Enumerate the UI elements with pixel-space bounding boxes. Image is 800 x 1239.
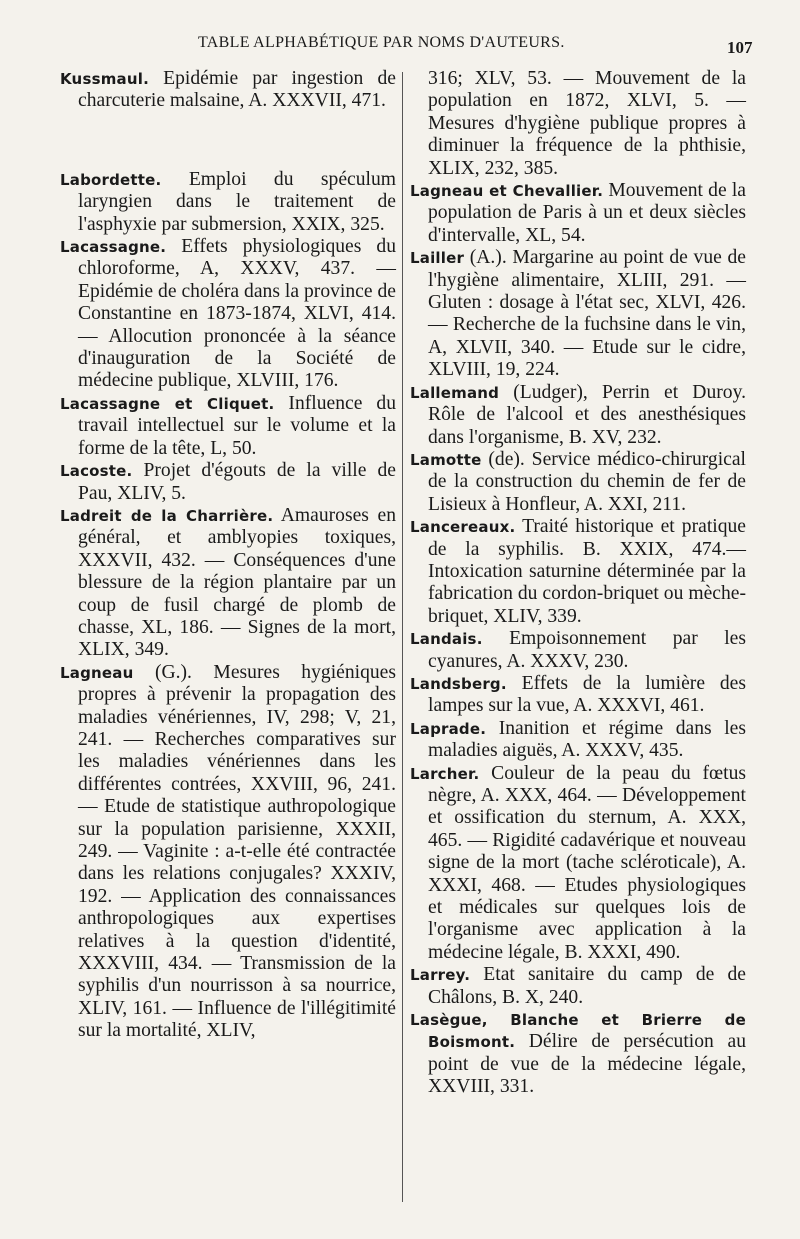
- entry-text: (Ludger), Perrin et Duroy. Rôle de l'alcool et des anesthésiques dans l'organisme, B. XV, 232.: [428, 381, 746, 448]
- entry-text: Effets de la lumière des lampes sur la vue, A. XXXVI, 461.: [428, 672, 746, 717]
- author-name: Lacassagne.: [60, 238, 167, 257]
- entry-text: Epidémie par ingestion de charcuterie malsaine, A. XXXVII, 471.: [78, 68, 396, 112]
- entry-text: Etat sanitaire du camp de de Châlons, B. X, 240.: [428, 964, 746, 1008]
- index-entry: [60, 169, 396, 236]
- index-entry: [410, 718, 746, 763]
- index-entry: [410, 673, 746, 718]
- index-entry: [410, 628, 746, 673]
- index-entry: [410, 449, 746, 516]
- entry-text: (A.). Margarine au point de vue de l'hygiène alimentaire, XLIII, 291. — Gluten : dosage à l'état sec, XLVI, 426. — Recherche de la fuchsine dans le vin, A, XLVII, 340. — Etude sur le cidre, XLVIII, 19, 224.: [428, 247, 746, 381]
- index-entry: [410, 382, 746, 449]
- entry-text: Couleur de la peau du fœtus nègre, A. XXX, 464. — Développement et ossification du sternum, A. XXX, 465. — Rigidité cadavérique et nouveau signe de la mort (tache scléroticale), A. XXXI, 468. — Etudes physiologiques et médicales sur quelques lois de l'organisme avec application à la médecine légale, B. XXXI, 490.: [428, 762, 746, 963]
- author-name: Lamotte: [410, 450, 482, 469]
- entry-text: Amauroses en général, et amblyopies toxiques, XXXVII, 432. — Conséquences d'une blessure de la région plantaire par un coup de fusil chargé de plomb de chasse, XL, 186. — Signes de la mort, XLIX, 349.: [78, 504, 396, 661]
- author-name: Lacassagne et Cliquet.: [60, 394, 275, 413]
- entry-text: (G.). Mesures hygiéniques propres à prévenir la propagation des maladies vénériennes, IV, 298; V, 21, 241. — Recherches comparatives sur les maladies vénériennes dans les différentes contrées, XXVIII, 96, 241. — Etude de statistique authropologique sur la population parisienne, XXXII, 249. — Vaginite : a-t-elle été contractée dans les relations conjugales? XXXIV, 192. — Application des connaissances anthropologiques aux expertises relatives à la question d'identité, XXXVIII, 434. — Transmission de la syphilis d'un nourrisson à sa nourrice, XLIV, 161. — Influence de l'illégitimité sur la mortalité, XLIV,: [78, 661, 396, 1042]
- running-head: [0, 30, 800, 60]
- index-entry: [60, 393, 396, 460]
- index-entry: [60, 505, 396, 662]
- page-title: TABLE ALPHABÉTIQUE PAR NOMS D'AUTEURS.: [198, 34, 565, 51]
- author-name: Larcher.: [410, 764, 480, 783]
- entry-text: Délire de persécution au point de vue de la médecine légale, XXVIII, 331.: [428, 1031, 746, 1098]
- author-name: Lacoste.: [60, 462, 133, 481]
- author-name: Lancereaux.: [410, 518, 516, 537]
- entry-text: Influence du travail intellectuel sur le volume et la forme de la tête, L, 50.: [78, 392, 396, 459]
- entry-text: Inanition et régime dans les maladies aiguës, A. XXXV, 435.: [428, 717, 746, 762]
- entry-text: Effets physiologiques du chloroforme, A, XXXV, 437. — Epidémie de choléra dans la province de Constantine en 1873-1874, XLVI, 414. — Allocution prononcée à la séance d'inauguration de la Société de médecine publique, XLVIII, 176.: [78, 236, 396, 392]
- entry-text: Traité historique et pratique de la syphilis. B. XXIX, 474.—Intoxication saturnine déterminée par la fabrication du cordon-briquet ou mèche-briquet, XLIV, 339.: [428, 516, 746, 627]
- author-name: Lailler: [410, 249, 465, 268]
- author-name: Kussmaul.: [60, 70, 149, 88]
- entry-text: Mouvement de la population de Paris à un et deux siècles d'intervalle, XL, 54.: [428, 180, 746, 246]
- author-name: Landsberg.: [410, 674, 507, 693]
- author-name: Ladreit de la Charrière.: [60, 506, 274, 525]
- author-name: Labordette.: [60, 170, 162, 189]
- index-entry: [410, 180, 746, 247]
- entry-text: 316; XLV, 53. — Mouvement de la population en 1872, XLVI, 5. — Mesures d'hygiène publique propres à diminuer la fréquence de la phthisie, XLIX, 232, 385.: [428, 68, 746, 179]
- entry-text: (de). Service médico-chirurgical de la construction du chemin de fer de Lisieux à Honfleur, A. XXI, 211.: [428, 448, 746, 515]
- index-entry: [410, 1009, 746, 1099]
- author-name: Landais.: [410, 630, 483, 649]
- left-column: [60, 68, 396, 1043]
- author-name: Lagneau: [60, 663, 134, 682]
- index-entry: [410, 763, 746, 965]
- entry-text: Empoisonnement par les cyanures, A. XXXV, 230.: [428, 628, 746, 672]
- index-entry-continued: [410, 68, 746, 180]
- index-entry: [410, 516, 746, 628]
- index-entry: [410, 247, 746, 381]
- entry-text: Projet d'égouts de la ville de Pau, XLIV, 5.: [78, 460, 396, 504]
- author-name: Laprade.: [410, 719, 487, 738]
- index-entry: [60, 662, 396, 1043]
- page-number: 107: [727, 38, 753, 57]
- author-name: Lallemand: [410, 383, 500, 402]
- index-columns: [58, 68, 758, 1208]
- index-entry: [60, 460, 396, 505]
- author-name: Lagneau et Chevallier.: [410, 182, 604, 201]
- author-name: Larrey.: [410, 966, 471, 985]
- author-name: Lasègue, Blanche et Brierre de Boismont.: [410, 1011, 746, 1052]
- right-column: [410, 68, 746, 1099]
- index-entry: [410, 964, 746, 1009]
- index-entry: [60, 236, 396, 393]
- index-entry: [60, 68, 396, 113]
- column-divider: [402, 72, 403, 1202]
- entry-text: Emploi du spéculum laryngien dans le traitement de l'asphyxie par submersion, XXIX, 325.: [78, 168, 396, 235]
